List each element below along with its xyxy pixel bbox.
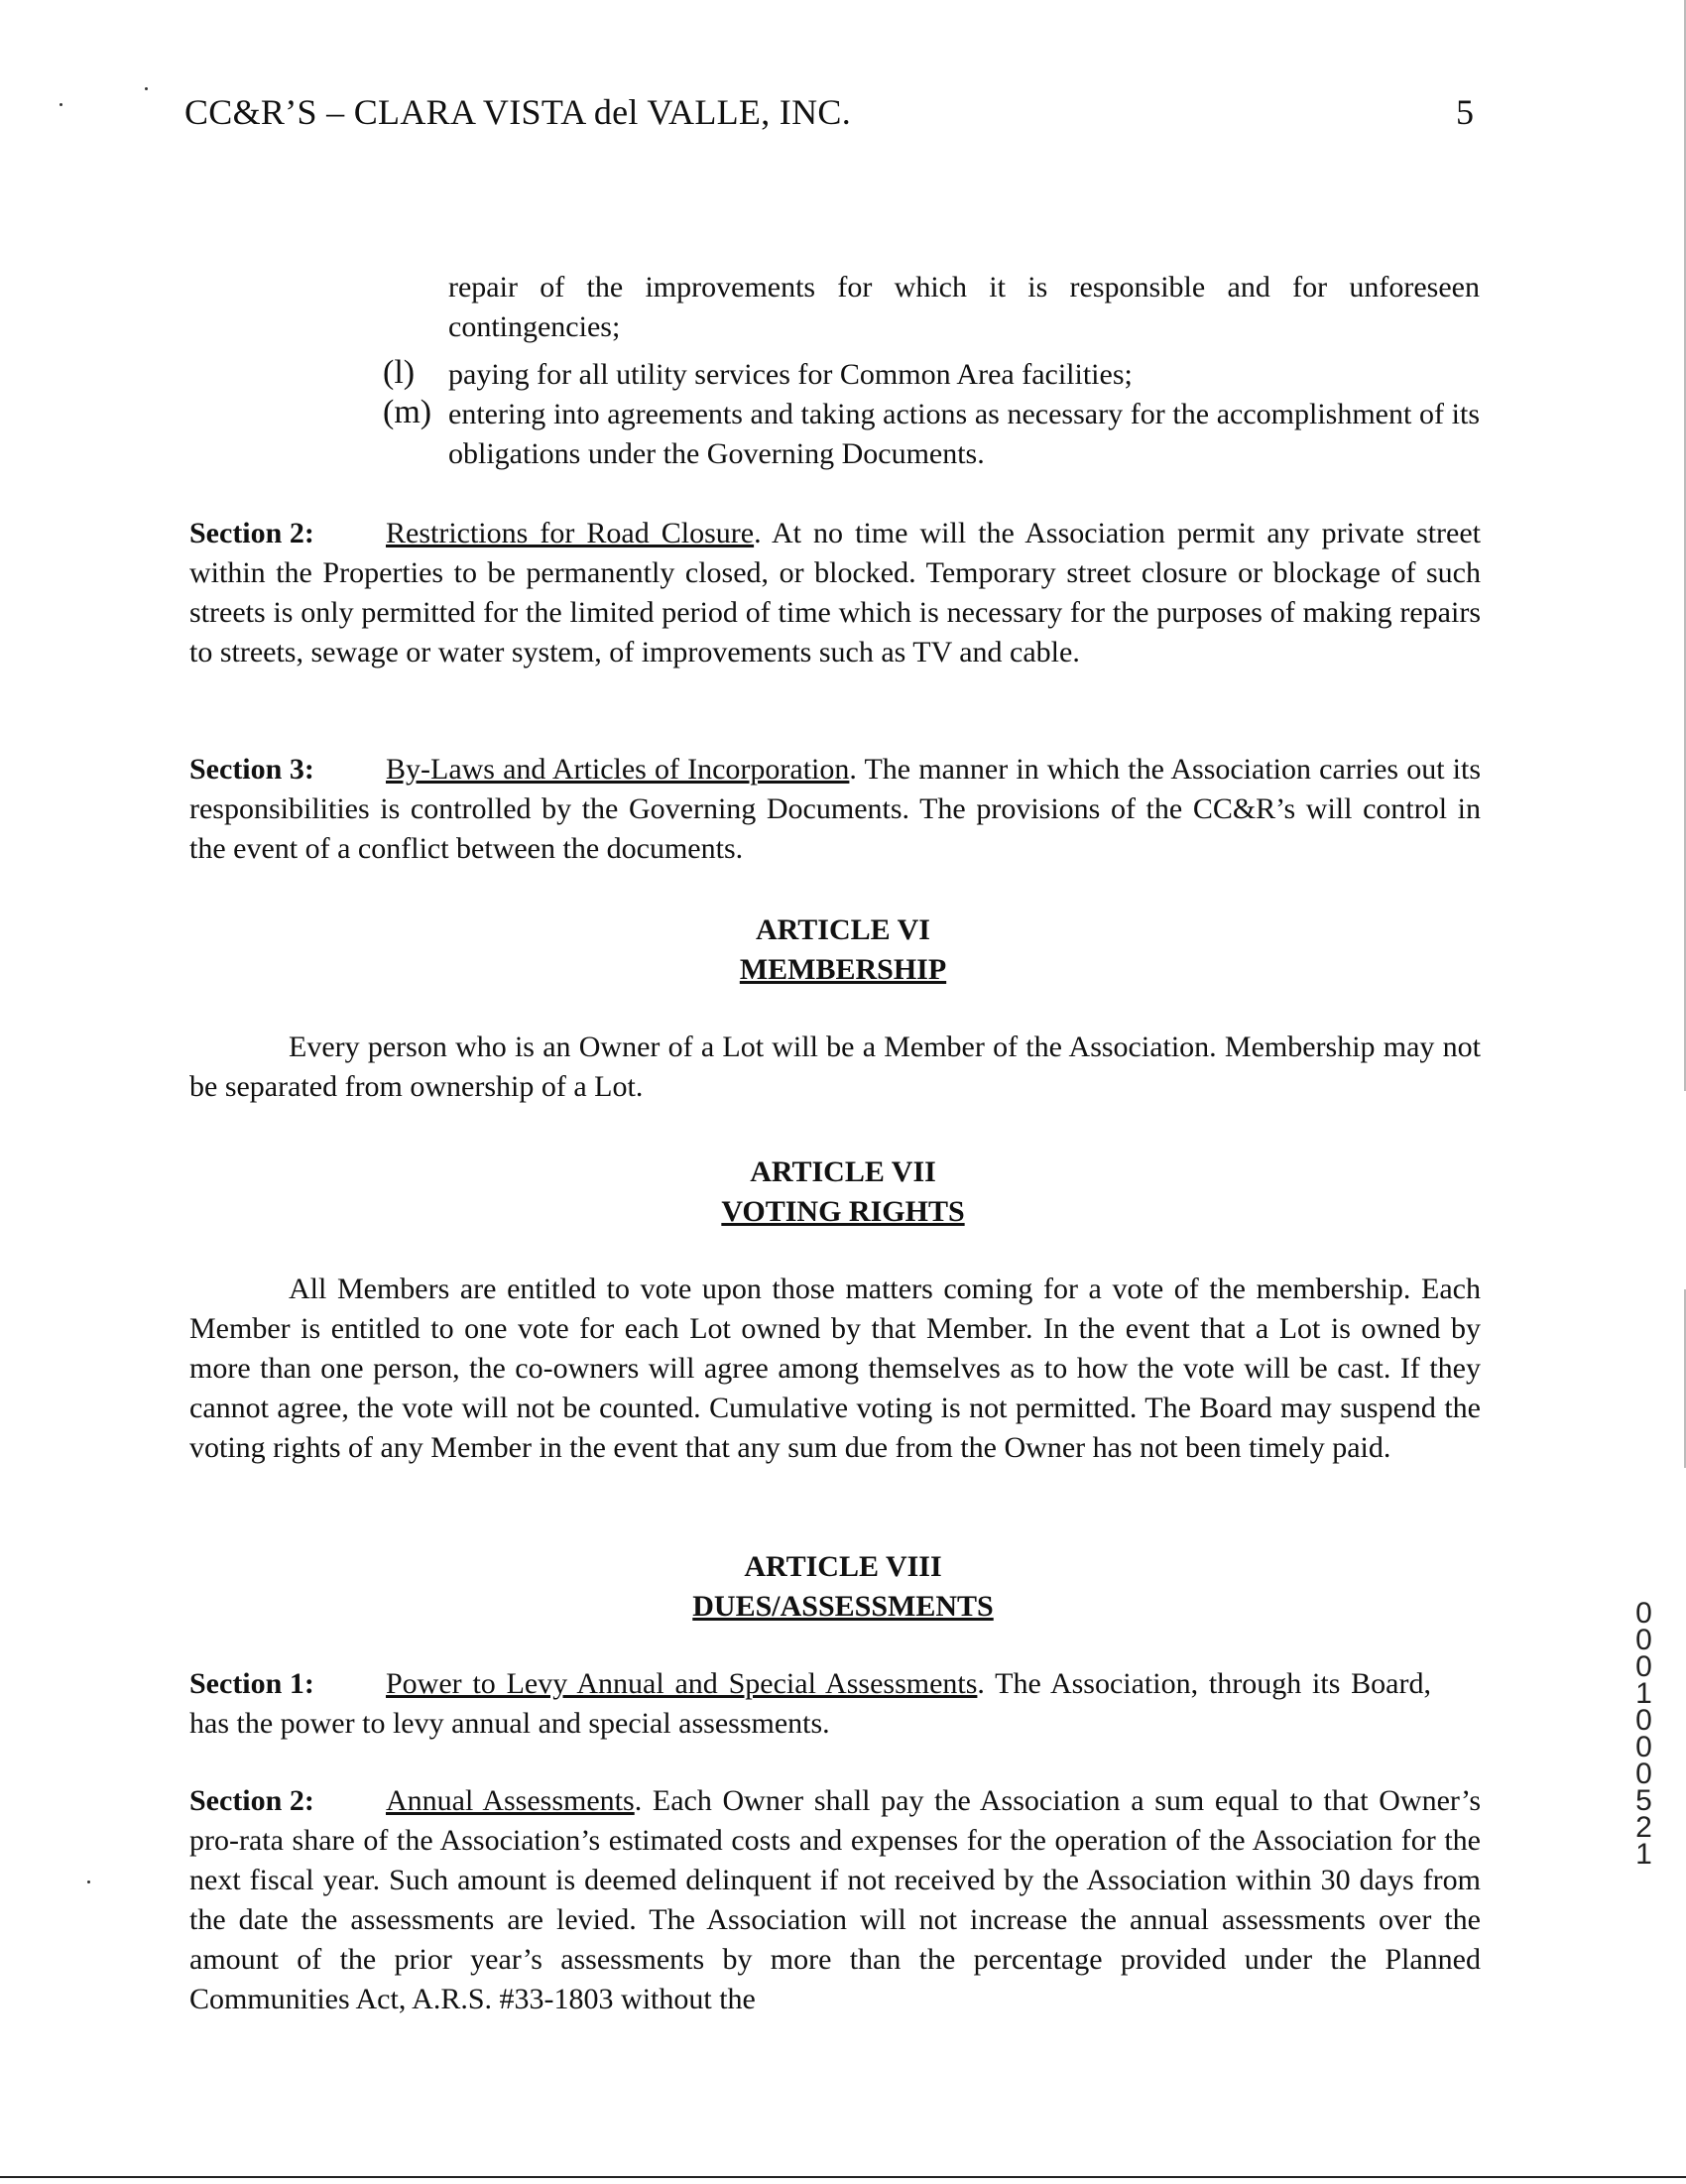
list-item-text: paying for all utility services for Common Area facilities;	[448, 358, 1133, 391]
section-text: . At no time will the Association permit any private street within the Properties to be permanently closed, or blocked. Temporary street closure or blockage of such streets is only permitted for the limited period of time which is necessary for the purposes of making repairs to streets, sewage or water system, of improvements such as TV and cable.	[189, 517, 1481, 668]
section-text: . The manner in which the Association carries out its responsibilities is controlled by the Governing Documents. The provisions of the CC&R’s will control in the event of a conflict between the documents.	[189, 753, 1482, 865]
page-title: CC&R’S – CLARA VISTA del VALLE, INC.	[184, 92, 852, 132]
scan-speck	[145, 87, 148, 90]
article-number: ARTICLE VIII	[744, 1550, 942, 1583]
article-name: VOTING RIGHTS	[721, 1195, 965, 1228]
list-item-m	[383, 395, 1480, 474]
section-label: Section 2:	[189, 517, 314, 549]
section-label: Section 3:	[189, 753, 314, 786]
section-label: Section 2:	[189, 1784, 314, 1817]
article-number: ARTICLE VI	[756, 913, 930, 946]
article-number: ARTICLE VII	[750, 1155, 936, 1188]
article-vi-heading	[0, 910, 1686, 990]
article-vii-text: All Members are entitled to vote upon those matters coming for a vote of the membership. Each Member is entitled to one vote for each Lot owned by that Member. In the event that a Lot is owned by more than one person, the co-owners will agree among themselves as to how the vote will be cast. If they cannot agree, the vote will not be counted. Cumulative voting is not permitted. The Board may suspend the voting rights of any Member in the event that any sum due from the Owner has not been timely paid.	[189, 1273, 1481, 1464]
scan-speck	[60, 103, 62, 106]
article-viii-heading	[0, 1547, 1686, 1627]
section-annual-assessments	[189, 1781, 1481, 2019]
bates-number: 0001000521	[1627, 1597, 1660, 1865]
list-item-l	[383, 355, 1480, 395]
section-road-closure	[189, 514, 1481, 672]
section-title: Restrictions for Road Closure	[386, 517, 755, 549]
article-name: DUES/ASSESSMENTS	[692, 1590, 994, 1623]
article-vii-heading	[0, 1153, 1686, 1232]
page-number: 5	[1456, 92, 1474, 132]
section-title: Power to Levy Annual and Special Assessments	[386, 1667, 978, 1700]
scan-speck	[87, 1881, 90, 1883]
bottom-rule	[0, 2176, 1686, 2178]
section-text: . Each Owner shall pay the Association a sum equal to that Owner’s pro-rata share of the Association’s estimated costs and expenses for the operation of the Association for the next fiscal year. Such amount is deemed delinquent if not received by the Association within 30 days from the date the assessments are levied. The Association will not increase the annual assessments over the amount of the prior year’s assessments by more than the percentage provided under the Planned Communities Act, A.R.S. #33-1803 without the	[189, 1784, 1481, 2015]
article-vi-text: Every person who is an Owner of a Lot will be a Member of the Association. Membership may not be separated from ownership of a Lot.	[189, 1031, 1481, 1103]
section-text: . The Association, through its Board, has the power to levy annual and special assessments.	[189, 1667, 1431, 1740]
list-item-text: entering into agreements and taking actions as necessary for the accomplishment of its obligations under the Governing Documents.	[448, 398, 1480, 470]
section-power-to-levy	[189, 1664, 1431, 1744]
article-name: MEMBERSHIP	[739, 953, 947, 986]
list-continuation: repair of the improvements for which it is responsible and for unforeseen contingencies;	[448, 271, 1480, 343]
section-title: By-Laws and Articles of Incorporation	[386, 753, 850, 786]
section-label: Section 1:	[189, 1667, 314, 1700]
section-bylaws	[189, 750, 1481, 869]
list-marker: (m)	[383, 394, 432, 430]
list-marker: (l)	[383, 354, 416, 391]
section-title: Annual Assessments	[386, 1784, 635, 1817]
